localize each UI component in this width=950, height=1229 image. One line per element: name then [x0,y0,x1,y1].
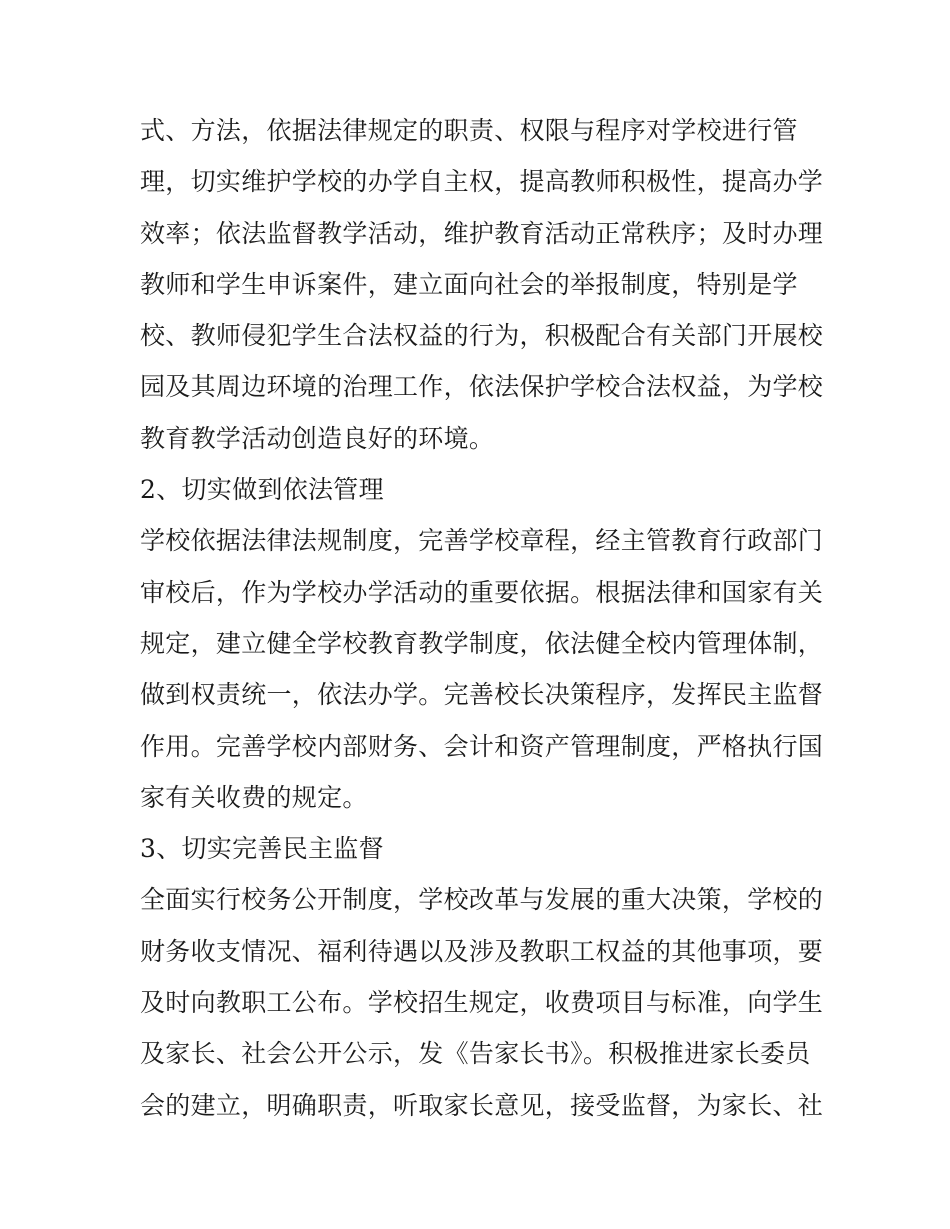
text-line: 审校后，作为学校办学活动的重要依据。根据法律和国家有关 [140,577,824,607]
text-line: 式、方法，依据法律规定的职责、权限与程序对学校进行管 [140,116,798,145]
text-line: 规定，建立健全学校教育教学制度，依法健全校内管理体制， [140,628,824,658]
section-heading: 2、切实做到依法管理 [140,475,384,505]
text-line: 园及其周边环境的治理工作，依法保护学校合法权益，为学校 [140,372,824,402]
text-line: 及家长、社会公开公示，发《告家长书》。积极推进家长委员 [140,1039,811,1069]
text-line: 教师和学生申诉案件，建立面向社会的举报制度，特别是学 [140,269,798,299]
text-line: 做到权责统一，依法办学。完善校长决策程序，发挥民主监督 [140,680,824,710]
text-line: 教育教学活动创造良好的环境。 [140,423,495,453]
document-body [140,105,824,1131]
text-line: 作用。完善学校内部财务、会计和资产管理制度，严格执行国 [140,731,824,761]
text-line: 效率；依法监督教学活动，维护教育活动正常秩序；及时办理 [140,218,824,248]
text-line: 学校依据法律法规制度，完善学校章程，经主管教育行政部门 [140,526,824,556]
text-line: 理，切实维护学校的办学自主权，提高教师积极性，提高办学 [140,167,824,197]
text-line: 及时向教职工公布。学校招生规定，收费项目与标准，向学生 [140,988,824,1018]
section-heading: 3、切实完善民主监督 [140,834,384,864]
text-line: 全面实行校务公开制度，学校改革与发展的重大决策，学校的 [140,885,824,915]
text-line: 会的建立，明确职责，听取家长意见，接受监督，为家长、社 [140,1090,824,1120]
text-line: 校、教师侵犯学生合法权益的行为，积极配合有关部门开展校 [140,321,824,351]
text-line: 财务收支情况、福利待遇以及涉及教职工权益的其他事项，要 [140,936,824,966]
text-line: 家有关收费的规定。 [140,782,368,812]
